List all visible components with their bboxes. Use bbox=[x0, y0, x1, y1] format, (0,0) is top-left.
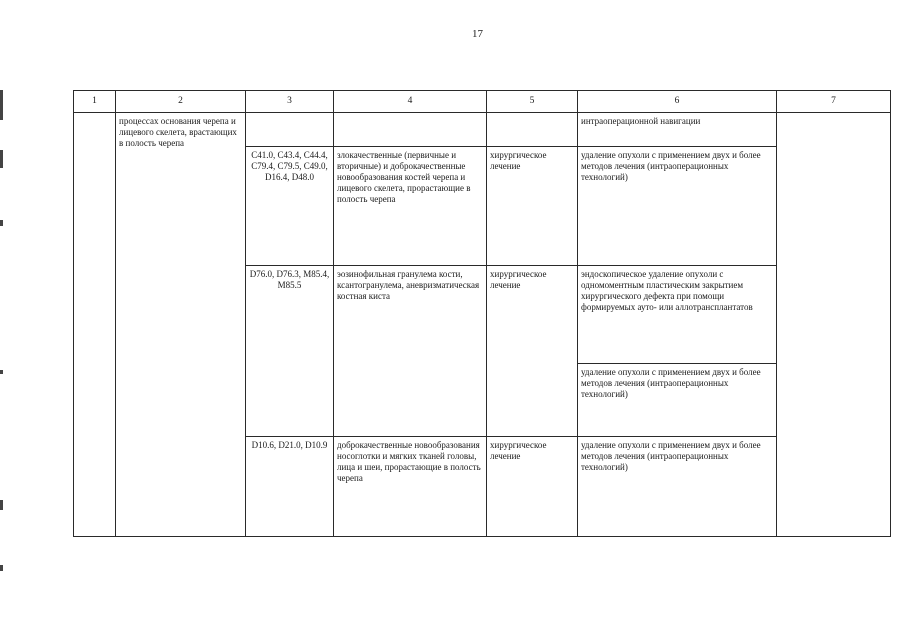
header-cell-3: 3 bbox=[246, 91, 334, 113]
header-cell-1: 1 bbox=[74, 91, 116, 113]
treatment-cell: хирургическое лечение bbox=[487, 436, 578, 536]
description-cell: злокачественные (первичные и вторичные) и доброкачественные новообразования костей черепа и лицевого скелета, прорастающие в полость черепа bbox=[334, 147, 487, 266]
description-cell: доброкачественные новообразования носоглотки и мягких тканей головы, лица и шеи, прорастающие в полость черепа bbox=[334, 436, 487, 536]
header-row bbox=[74, 91, 891, 113]
codes-cell: C41.0, C43.4, C44.4, C79.4, C79.5, C49.0, D16.4, D48.0 bbox=[246, 147, 334, 266]
table-row bbox=[74, 113, 891, 147]
method-cell: интраоперационной навигации bbox=[578, 113, 777, 147]
page-number: 17 bbox=[472, 28, 483, 40]
codes-cell: D76.0, D76.3, M85.4, M85.5 bbox=[246, 265, 334, 436]
method-cell: удаление опухоли с применением двух и более методов лечения (интраоперационных технологий) bbox=[578, 436, 777, 536]
col1-cell bbox=[74, 113, 116, 537]
method-cell: удаление опухоли с применением двух и более методов лечения (интраоперационных технологий) bbox=[578, 364, 777, 436]
scan-edge-marks bbox=[0, 70, 4, 590]
codes-cell: D10.6, D21.0, D10.9 bbox=[246, 436, 334, 536]
header-cell-6: 6 bbox=[578, 91, 777, 113]
treatment-cell: хирургическое лечение bbox=[487, 265, 578, 436]
col7-cell bbox=[777, 113, 891, 537]
description-cell-empty bbox=[334, 113, 487, 147]
medical-procedures-table bbox=[73, 90, 891, 537]
method-cell: удаление опухоли с применением двух и более методов лечения (интраоперационных технологий) bbox=[578, 147, 777, 266]
treatment-cell-empty bbox=[487, 113, 578, 147]
col2-cell: процессах основания черепа и лицевого скелета, врастающих в полость черепа bbox=[116, 113, 246, 537]
header-cell-5: 5 bbox=[487, 91, 578, 113]
header-cell-7: 7 bbox=[777, 91, 891, 113]
header-cell-2: 2 bbox=[116, 91, 246, 113]
treatment-cell: хирургическое лечение bbox=[487, 147, 578, 266]
header-cell-4: 4 bbox=[334, 91, 487, 113]
codes-cell-empty bbox=[246, 113, 334, 147]
method-cell: эндоскопическое удаление опухоли с одномоментным пластическим закрытием хирургического дефекта при помощи формируемых ауто- или аллотрансплантатов bbox=[578, 265, 777, 363]
description-cell: эозинофильная гранулема кости, ксантогранулема, аневризматическая костная киста bbox=[334, 265, 487, 436]
